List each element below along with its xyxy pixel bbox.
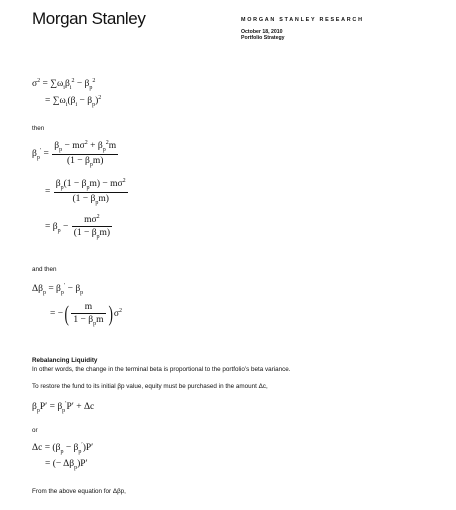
equation-delta-beta-line2: = −( $\frac{m}{1 - \beta_pm}$ )$\sigma^2$ [50, 301, 122, 327]
connector-then: then [32, 125, 45, 132]
equation-delta-c-line2: = (− $\Delta\beta_p)P'$ [45, 459, 88, 471]
connector-and-then: and then [32, 266, 57, 273]
paragraph-restore-fund: To restore the fund to its initial βp value, equity must be purchased in the amount Δc, [32, 383, 268, 390]
research-label: MORGAN STANLEY RESEARCH [241, 17, 364, 23]
fraction: $\frac{m}{1 - \beta_pm}$ [73, 301, 104, 327]
equation-rebalance-value: $\beta_pP' = \beta_p'P' + \Delta c$ [32, 401, 95, 415]
equation-beta-prime-line1: $\beta_p'$ = $\frac{\beta_p - m\sigma^2 + \beta_p^2m}{(1 - \beta_pm)}$ [32, 140, 117, 168]
fraction: $\frac{m\sigma^2}{(1 - \beta_pm)}$ [73, 214, 111, 241]
equation-variance-line2: = $\sum\omega_i(\beta_i - \beta_p)^2$ [45, 95, 102, 109]
report-date: October 18, 2010 [241, 29, 283, 35]
report-section: Portfolio Strategy [241, 35, 285, 42]
fraction: $\frac{\beta_p - m\sigma^2 + \beta_p^2m}{(1 - \beta_pm)}$ [54, 140, 117, 168]
paragraph-terminal-beta: In other words, the change in the terminal beta is proportional to the portfolio’s beta variance. [32, 366, 291, 373]
connector-or: or [32, 427, 38, 434]
morgan-stanley-logo: Morgan Stanley [32, 9, 146, 28]
report-meta [241, 29, 285, 42]
equation-delta-beta-line1: $\Delta\beta_p = \beta_p' - \beta_p$ [32, 283, 84, 297]
equation-beta-prime-line3: = $\beta_p$ − $\frac{m\sigma^2}{(1 - \beta_pm)}$ [45, 214, 111, 241]
fraction: $\frac{\beta_p(1 - \beta_pm) - m\sigma^2}{(1 - \beta_pm)}$ [55, 178, 126, 206]
section-heading-rebalancing-liquidity: Rebalancing Liquidity [32, 357, 98, 364]
equation-beta-prime-line2: = $\frac{\beta_p(1 - \beta_pm) - m\sigma^2}{(1 - \beta_pm)}$ [45, 178, 126, 206]
equation-variance-line1: $\sigma^2 = \sum\omega_i\beta_i^2 - \beta_p^2$ [32, 78, 96, 92]
paragraph-from-equation: From the above equation for Δβp, [32, 488, 126, 495]
equation-delta-c-line1: $\Delta c = (\beta_p - \beta_p')P'$ [32, 442, 94, 456]
